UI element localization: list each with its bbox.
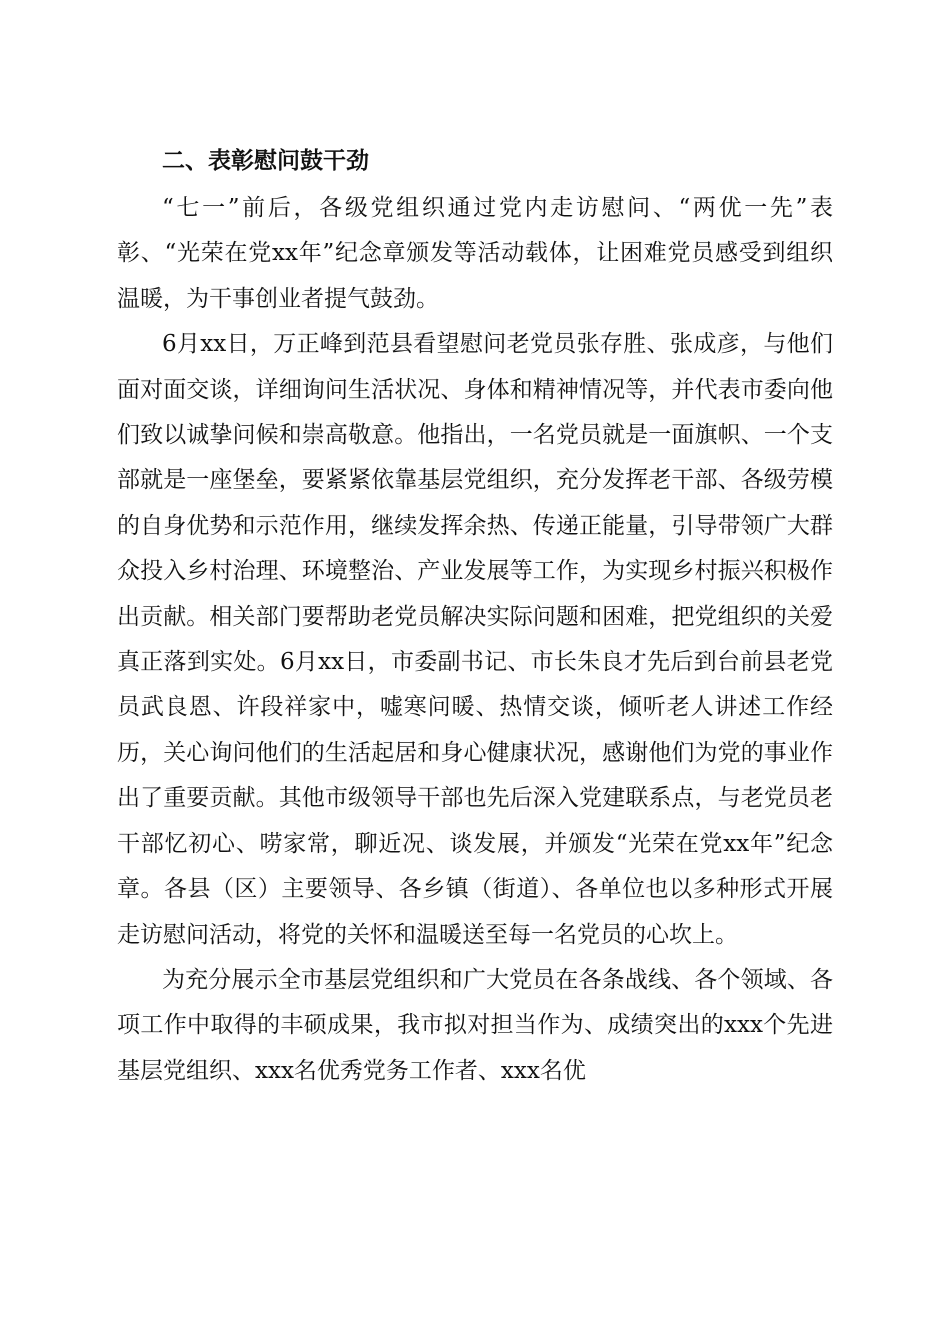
paragraph-visits: 6月xx日，万正峰到范县看望慰问老党员张存胜、张成彦，与他们面对面交谈，详细询问生活状况、身体和精神情况等，并代表市委向他们致以诚挚问候和崇高敬意。他指出，一名党员就是一面旗帜、一个支部就是一座堡垒，要紧紧依靠基层党组织，充分发挥老干部、各级劳模的自身优势和示范作用，继续发挥余热、传递正能量，引导带领广大群众投入乡村治理、环境整治、产业发展等工作，为实现乡村振兴积极作出贡献。相关部门要帮助老党员解决实际问题和困难，把党组织的关爱真正落到实处。6月xx日，市委副书记、市长朱良才先后到台前县老党员武良恩、许段祥家中，嘘寒问暖、热情交谈，倾听老人讲述工作经历，关心询问他们的生活起居和身心健康状况，感谢他们为党的事业作出了重要贡献。其他市级领导干部也先后深入党建联系点，与老党员老干部忆初心、唠家常，聊近况、谈发展，并颁发“光荣在党xx年”纪念章。各县（区）主要领导、各乡镇（街道）、各单位也以多种形式开展走访慰问活动，将党的关怀和温暖送至每一名党员的心坎上。 — [117, 331, 833, 948]
section-heading: 二、表彰慰问鼓干劲 — [162, 148, 369, 174]
paragraph-awards: 为充分展示全市基层党组织和广大党员在各条战线、各个领域、各项工作中取得的丰硕成果，我市拟对担当作为、成绩突出的xxx个先进基层党组织、xxx名优秀党务工作者、xxx名优 — [117, 966, 833, 1084]
document-body — [117, 137, 833, 1094]
paragraph-intro: “七一”前后，各级党组织通过党内走访慰问、“两优一先”表彰、“光荣在党xx年”纪念章颁发等活动载体，让困难党员感受到组织温暖，为干事创业者提气鼓劲。 — [117, 195, 833, 312]
